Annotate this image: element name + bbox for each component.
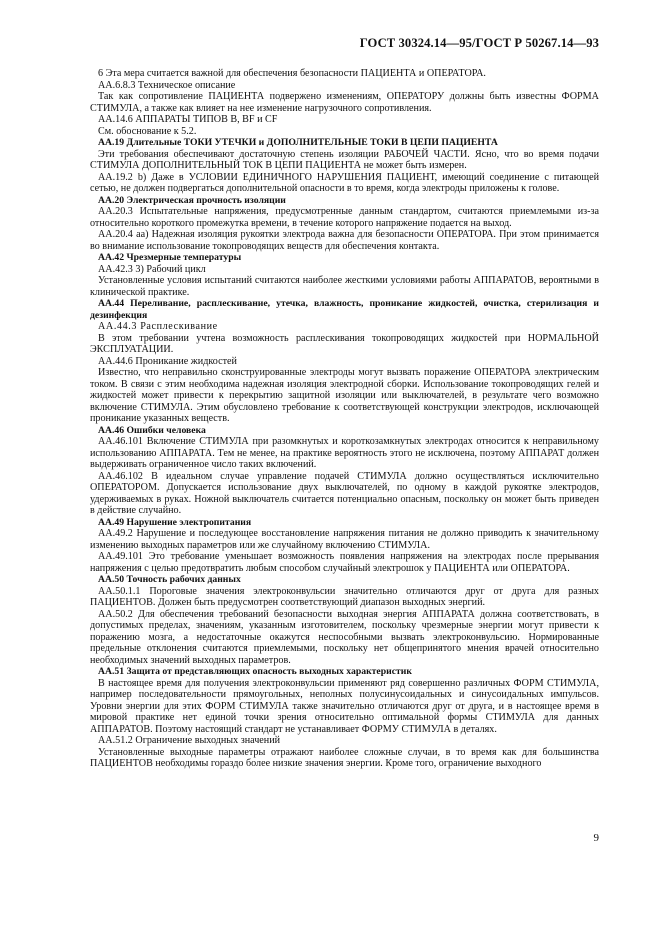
paragraph: См. обоснование к 5.2.	[98, 125, 197, 137]
paragraph: Установленные условия испытаний считаются наиболее жесткими условиями работы АППАРАТОВ, вероятными в клинической практике.	[90, 275, 599, 298]
page-header: ГОСТ 30324.14—95/ГОСТ Р 50267.14—93	[359, 36, 599, 50]
section-heading: АА.44 Переливание, расплескивание, утечка, влажность, проникание жидкостей, очистка, стерилизация и дезинфекция	[90, 298, 599, 321]
paragraph: АА.19.2 b) Даже в УСЛОВИИ ЕДИНИЧНОГО НАРУШЕНИЯ ПАЦИЕНТ, имеющий соединение с питающей сетью, не должен подвергаться дополнительной опасности в то время, когда электроды приложены к голове.	[90, 171, 599, 194]
paragraph: АА.50.2 Для обеспечения требований безопасности выходная энергия АППАРАТА должна соответствовать, в допустимых пределах, значениям, указанным изготовителем, поскольку чрезмерные энергии могут привести к поражению мозга, а недостаточные окажутся неспособными вызвать электроконвульсию. Нормированные предельные отклонения считаются приемлемыми, поскольку нет общепринятого мнения врачей относительно необходимых значений выходных параметров.	[90, 608, 599, 666]
document-body	[90, 68, 599, 770]
subsection-title: АА.44.3 Расплескивание	[98, 321, 218, 332]
subsection-title: АА.42.3 3) Рабочий цикл	[98, 263, 206, 275]
subsection-title: АА.6.8.3 Техническое описание	[98, 79, 236, 91]
paragraph: Так как сопротивление ПАЦИЕНТА подвержено изменениям, ОПЕРАТОРУ должны быть известны ФОРМА СТИМУЛА, а также как влияет на нее изменение нагрузочного сопротивления.	[90, 91, 599, 114]
subsection-title: АА.44.6 Проникание жидкостей	[98, 355, 237, 367]
paragraph: В настоящее время для получения электроконвульсии применяют ряд совершенно различных ФОРМ СТИМУЛА, например последовательности прямоугольных, неполных полусинусоидальных и синусоидальных импульсов. Уровни энергии для этих ФОРМ СТИМУЛА также значительно отличаются друг от друга, и в настоящее время в мировой практике нет единой точки зрения относительно оптимальной формы СТИМУЛА для данных АППАРАТОВ. Поэтому настоящий стандарт не устанавливает ФОРМУ СТИМУЛА в деталях.	[90, 677, 599, 735]
paragraph: АА.49.2 Нарушение и последующее восстановление напряжения питания не должно приводить к значительному изменению выходных параметров или же случайному включению СТИМУЛА.	[90, 528, 599, 551]
paragraph: Эти требования обеспечивают достаточную степень изоляции РАБОЧЕЙ ЧАСТИ. Ясно, что во время подачи СТИМУЛА ДОПОЛНИТЕЛЬНЫЙ ТОК В ЦЕПИ ПАЦИЕНТА не может быть измерен.	[90, 148, 599, 171]
paragraph: АА.20.4 аа) Надежная изоляция рукоятки электрода важна для безопасности ОПЕРАТОРА. При этом принимается во внимание использование токопроводящих веществ для обеспечения контакта.	[90, 229, 599, 252]
paragraph: АА.46.101 Включение СТИМУЛА при разомкнутых и короткозамкнутых электродах относится к неправильному использованию АППАРАТА. Тем не менее, на практике вероятность этого не исключена, поэтому АППАРАТ должен выдерживать ограниченное число таких включений.	[90, 436, 599, 470]
paragraph: АА.20.3 Испытательные напряжения, предусмотренные данным стандартом, считаются приемлемыми из-за относительно короткого промежутка времени, в течение которого напряжение подается на выход.	[90, 206, 599, 229]
page-number: 9	[593, 832, 599, 844]
section-heading: АА.51 Защита от представляющих опасность выходных характеристик	[98, 666, 412, 677]
paragraph: АА.46.102 В идеальном случае управление подачей СТИМУЛА должно осуществляться исключительно ОПЕРАТОРОМ. Допускается использование двух выключателей, по одному в каждой рукоятке электродов, удерживаемых в руках. Ножной выключатель считается потенциально опасным, поскольку он может быть приведен в действие случайно.	[90, 470, 599, 516]
section-heading: АА.50 Точность рабочих данных	[98, 574, 241, 585]
section-heading: АА.19 Длительные ТОКИ УТЕЧКИ и ДОПОЛНИТЕЛЬНЫЕ ТОКИ В ЦЕПИ ПАЦИЕНТА	[98, 137, 498, 148]
section-heading: АА.20 Электрическая прочность изоляции	[98, 194, 286, 206]
paragraph: Установленные выходные параметры отражают наиболее сложные случаи, в то время как для большинства ПАЦИЕНТОВ необходимы гораздо более низкие значения энергии. Кроме того, ограничение выходного	[90, 746, 599, 769]
section-heading: АА.49 Нарушение электропитания	[98, 516, 252, 528]
paragraph: 6 Эта мера считается важной для обеспечения безопасности ПАЦИЕНТА и ОПЕРАТОРА.	[98, 68, 486, 79]
subsection-title: АА.51.2 Ограничение выходных значений	[98, 735, 281, 746]
section-heading: АА.46 Ошибки человека	[98, 424, 206, 436]
section-heading: АА.42 Чрезмерные температуры	[98, 252, 242, 263]
paragraph: Известно, что неправильно сконструированные электроды могут вызвать поражение ОПЕРАТОРА электрическим током. В связи с этим необходима надежная изоляция электродной сборки. Использование токопроводящих гелей и жидкостей может привести к перекрытию защитной изоляции или выключателей, в результате чего возможно включение СТИМУЛА. Этим обусловлено требование к соответствующей конструкции электродов, исключающей проникание указанных веществ.	[90, 367, 599, 424]
paragraph: АА.50.1.1 Пороговые значения электроконвульсии значительно отличаются друг от друга для разных ПАЦИЕНТОВ. Должен быть предусмотрен соответствующий диапазон выходных энергий.	[90, 585, 599, 608]
paragraph: В этом требовании учтена возможность расплескивания токопроводящих жидкостей при НОРМАЛЬНОЙ ЭКСПЛУАТАЦИИ.	[90, 332, 599, 355]
subsection-title: АА.14.6 АППАРАТЫ ТИПОВ В, BF и CF	[98, 114, 278, 125]
paragraph: АА.49.101 Это требование уменьшает возможность появления напряжения на электродах после прерывания напряжения с целью предотвратить любым способом случайный электрошок у ПАЦИЕНТА или ОПЕРАТОРА.	[90, 551, 599, 574]
